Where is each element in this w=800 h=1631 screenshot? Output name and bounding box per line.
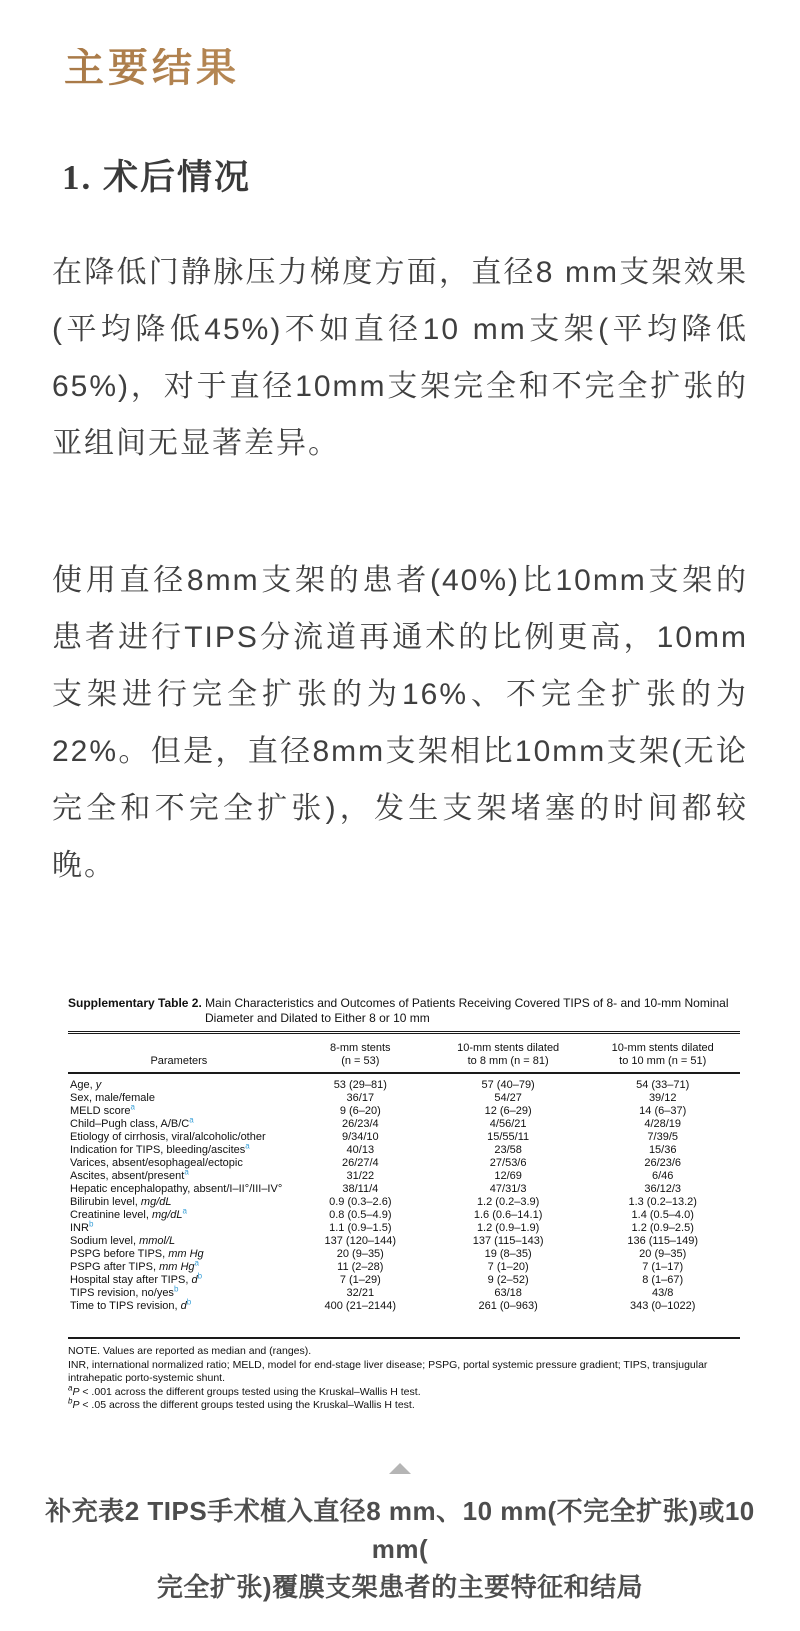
value-cell: 0.9 (0.3–2.6) [329,1196,392,1209]
value-cell: 7 (1–20) [487,1261,529,1274]
table-row [68,1235,740,1248]
value-cell: 4/56/21 [489,1118,527,1131]
parameter-cell: PSPG after TIPS, mm Hg$^a$ [70,1258,199,1274]
value-cell: 1.2 (0.9–1.9) [476,1222,540,1235]
value-cell: 11 (2–28) [337,1261,384,1274]
parameter-cell: MELD score$^a$ [70,1102,135,1118]
value-cell: 53 (29–81) [333,1079,387,1092]
value-cell: 20 (9–35) [639,1248,687,1261]
value-cell: 9/34/10 [341,1131,379,1144]
value-cell: 7/39/5 [647,1131,678,1144]
table-row [68,1105,740,1118]
table-row [68,1248,740,1261]
table-row [68,1183,740,1196]
table-row [68,1170,740,1183]
table-row [68,1300,740,1338]
value-cell: 400 (21–2144) [324,1300,397,1313]
column-header-parameters: Parameters [68,1033,290,1074]
value-cell: 137 (115–143) [472,1235,544,1248]
value-cell: 43/8 [651,1287,674,1300]
column-header-1: 8-mm stents (n = 53) [290,1033,431,1074]
table-notes [68,1345,740,1413]
caption-line-2: 完全扩张)覆膜支架患者的主要特征和结局 [156,1571,644,1602]
value-cell: 8 (1–67) [642,1274,684,1287]
table-row [68,1073,740,1092]
table-caption-cn [40,1492,760,1606]
parameter-cell: Etiology of cirrhosis, viral/alcoholic/other [70,1131,266,1144]
value-cell: 1.3 (0.2–13.2) [628,1196,697,1209]
value-cell: 15/36 [648,1144,677,1157]
column-header-3: 10-mm stents dilated to 10 mm (n = 51) [585,1033,740,1074]
value-cell: 39/12 [648,1092,677,1105]
value-cell: 27/53/6 [489,1157,527,1170]
parameter-cell: INR$^b$ [70,1219,94,1235]
table-title-label: Supplementary Table 2. [68,996,202,1011]
table-row [68,1131,740,1144]
parameter-cell: Sodium level, mmol/L [70,1235,176,1248]
table-title-text: Main Characteristics and Outcomes of Patients Receiving Covered TIPS of 8- and 10-mm Nominal Diameter and Dilated to Either 8 or 10 mm [201,996,729,1026]
parameter-cell: Ascites, absent/present$^a$ [70,1167,189,1183]
value-cell: 1.1 (0.9–1.5) [329,1222,392,1235]
value-cell: 47/31/3 [489,1183,527,1196]
value-cell: 1.4 (0.5–4.0) [631,1209,694,1222]
parameter-cell: Creatinine level, $mg/dL^a$ [70,1206,187,1222]
data-table [68,1031,740,1339]
table-row [68,1144,740,1157]
column-header-2: 10-mm stents dilated to 8 mm (n = 81) [431,1033,586,1074]
table-row [68,1196,740,1209]
collapse-control[interactable] [0,1463,800,1474]
value-cell: 38/11/4 [342,1183,379,1196]
table-body [68,1073,740,1338]
note-abbreviations: INR, international normalized ratio; MELD, model for end-stage liver disease; PSPG, portal systemic pressure gradient; TIPS, transjugular intrahepatic porto-systemic shunt. [68,1358,708,1385]
table-row [68,1261,740,1274]
value-cell: 36/17 [346,1092,375,1105]
value-cell: 136 (115–149) [627,1235,699,1248]
value-cell: 12/69 [494,1170,522,1183]
note-footnote-a: $^a$P < .001 across the different groups tested using the Kruskal–Wallis H test. [68,1383,421,1398]
value-cell: 23/58 [494,1144,522,1157]
parameter-cell: Bilirubin level, mg/dL [70,1196,172,1209]
value-cell: 31/22 [346,1170,375,1183]
table-row [68,1274,740,1287]
value-cell: 15/55/11 [487,1131,530,1144]
value-cell: 20 (9–35) [336,1248,384,1261]
table-row [68,1287,740,1300]
table-row [68,1118,740,1131]
value-cell: 0.8 (0.5–4.9) [329,1209,392,1222]
table-header [68,1033,740,1074]
paragraph-1: 在降低门静脉压力梯度方面，直径8 mm支架效果(平均降低45%)不如直径10 mm支架(平均降低65%)，对于直径10mm支架完全和不完全扩张的亚组间无显著差异。 [52,256,748,461]
value-cell: 63/18 [494,1287,522,1300]
parameter-cell: Child–Pugh class, $A/B/C^a$ [70,1115,194,1131]
value-cell: 36/12/3 [644,1183,682,1196]
value-cell: 343 (0–1022) [629,1300,696,1313]
parameter-cell: Indication for TIPS, bleeding/ascites$^a$ [70,1141,250,1157]
value-cell: 7 (1–29) [339,1274,381,1287]
value-cell: 9 (6–20) [339,1105,381,1118]
table-row [68,1092,740,1105]
note-footnote-b: $^b$P < .05 across the different groups tested using the Kruskal–Wallis H test. [68,1396,415,1412]
table-row [68,1157,740,1170]
caption-line-1: 补充表2 TIPS手术植入直径8 mm、10 mm(不完全扩张)或10 mm( [45,1495,755,1564]
paragraph-2: 使用直径8mm支架的患者(40%)比10mm支架的患者进行TIPS分流道再通术的比例更高，10mm支架进行完全扩张的为16%、不完全扩张的为22%。但是，直径8mm支架相比10mm支架(无论完全和不完全扩张)，发生支架堵塞的时间都较晚。 [52,564,748,883]
value-cell: 6/46 [651,1170,674,1183]
value-cell: 7 (1–17) [642,1261,684,1274]
parameter-cell: TIPS revision, no/yes$^b$ [70,1284,179,1300]
collapse-triangle-icon[interactable] [389,1463,411,1474]
value-cell: 26/23/6 [644,1157,682,1170]
value-cell: 14 (6–37) [639,1105,687,1118]
table-row [68,1222,740,1235]
value-cell: 1.2 (0.9–2.5) [631,1222,694,1235]
value-cell: 19 (8–35) [484,1248,532,1261]
value-cell: 1.6 (0.6–14.1) [473,1209,543,1222]
parameter-cell: Sex, male/female [70,1092,155,1105]
value-cell: 261 (0–963) [478,1300,538,1313]
page-title: 主要结果 [64,48,800,88]
parameter-cell: Varices, absent/esophageal/ectopic [70,1157,243,1170]
value-cell: 54 (33–71) [636,1079,690,1092]
value-cell: 1.2 (0.2–3.9) [476,1196,540,1209]
value-cell: 9 (2–52) [487,1274,529,1287]
section-heading: 1. 术后情况 [62,158,252,197]
table-title [68,996,740,1026]
supplementary-table [68,996,740,1413]
parameter-cell: Hospital stay after TIPS, $d^b$ [70,1271,203,1287]
value-cell: 4/28/19 [644,1118,682,1131]
value-cell: 40/13 [346,1144,375,1157]
value-cell: 32/21 [346,1287,375,1300]
parameter-cell: PSPG before TIPS, mm Hg [70,1248,204,1261]
table-row [68,1209,740,1222]
parameter-cell: Age, y [70,1079,102,1092]
note-general: NOTE. Values are reported as median and (ranges). [68,1345,312,1358]
value-cell: 54/27 [494,1092,522,1105]
value-cell: 12 (6–29) [484,1105,532,1118]
value-cell: 137 (120–144) [324,1235,397,1248]
value-cell: 26/23/4 [341,1118,379,1131]
value-cell: 57 (40–79) [481,1079,535,1092]
parameter-cell: Time to TIPS revision, $d^b$ [70,1297,192,1313]
parameter-cell: Hepatic encephalopathy, absent/I–II°/III–IV° [70,1183,283,1196]
value-cell: 26/27/4 [341,1157,379,1170]
